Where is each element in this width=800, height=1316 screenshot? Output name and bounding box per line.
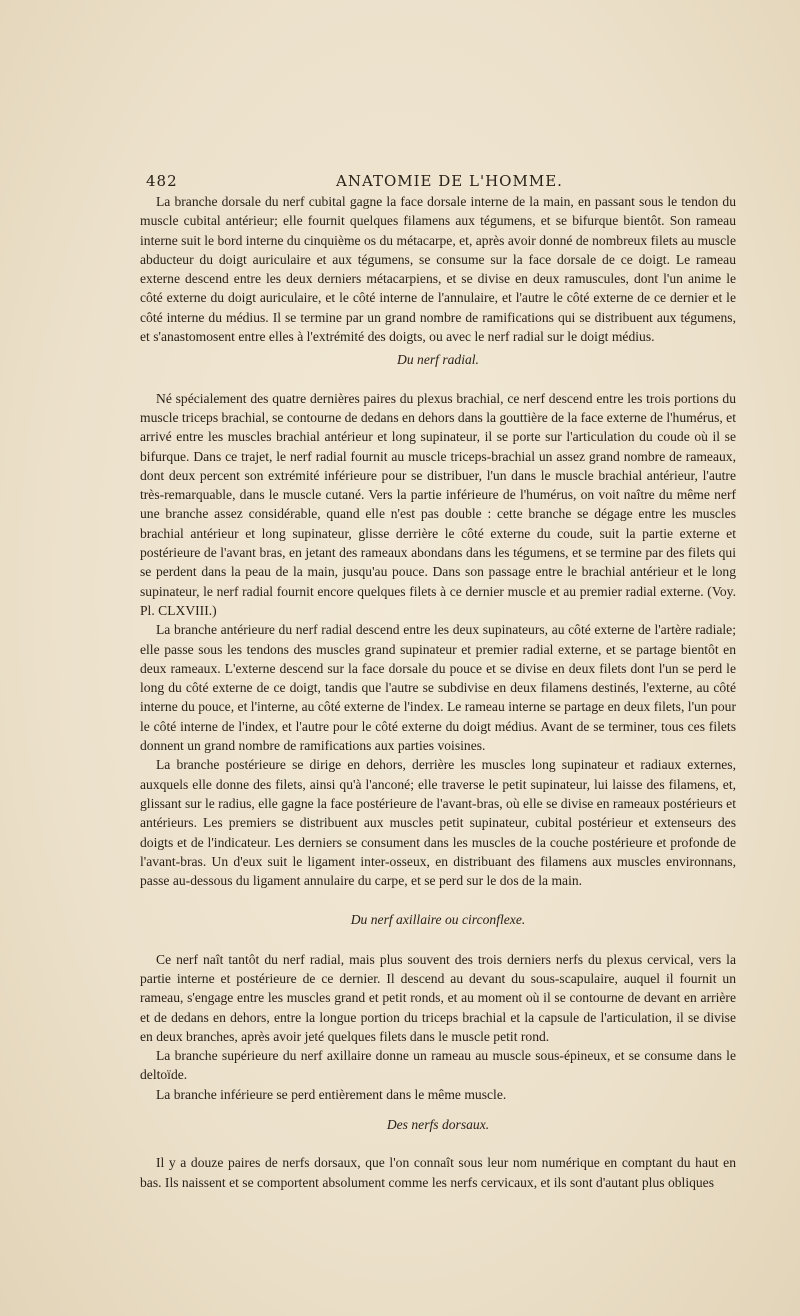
page-number: 482 (146, 172, 178, 190)
paragraph-axillary-superior: La branche supérieure du nerf axillaire donne un rameau au muscle sous-épineux, et se consume dans le deltoïde. (140, 1048, 736, 1083)
body-text (140, 192, 736, 1192)
paragraph-cubital-dorsal: La branche dorsale du nerf cubital gagne la face dorsale interne de la main, en passant sous le tendon du muscle cubital antérieur; elle fournit quelques filamens aux tégumens, et se bifurque bientôt. Son rameau interne suit le bord interne du cinquième os du métacarpe, et, après avoir donné de nombreux filets au muscle abducteur du doigt auriculaire et aux tégumens, se consume sur la face dorsale de ce doigt. Le rameau externe descend entre les deux derniers métacarpiens, et se divise en deux ramuscules, dont l'un anime le côté externe du doigt auriculaire, et le côté interne de l'annulaire, et l'autre le côté externe de ce dernier et le côté interne du médius. Il se termine par un grand nombre de ramifications qui se distribuent aux tégumens, et s'anastomosent entre elles à l'extrémité des doigts, ou avec le nerf radial sur le doigt médius. (140, 194, 736, 345)
paragraph-radial-intro: Né spécialement des quatre dernières paires du plexus brachial, ce nerf descend entre les trois portions du muscle triceps brachial, se contourne de dedans en dehors dans la gouttière de la face externe de l'humérus, et arrivé entre les muscles brachial antérieur et long supinateur, il se porte sur l'articulation du coude où il se bifurque. Dans ce trajet, le nerf radial fournit au muscle triceps-brachial un assez grand nombre de rameaux, dont deux percent son extrémité inférieure pour se distribuer, l'un dans le muscle brachial antérieur, l'autre très-remarquable, dans le muscle cutané. Vers la partie inférieure de l'humérus, on voit naître du même nerf une branche assez considérable, quand elle n'est pas double : cette branche se dégage entre les muscles brachial antérieur et long supinateur, glisse derrière le côté externe du coude, suit la partie externe et postérieure de l'avant bras, en jetant des rameaux abondans dans les tégumens, et se termine par des filets qui se perdent dans la peau de la main, jusqu'au pouce. Dans son passage entre le brachial antérieur et le long supinateur, le nerf radial fournit encore quelques filets à ce dernier muscle et au premier radial externe. (Voy. Pl. CLXVIII.) (140, 390, 736, 618)
paragraph-radial-anterior: La branche antérieure du nerf radial descend entre les deux supinateurs, au côté externe de l'artère radiale; elle passe sous les tendons des muscles grand supinateur et premier radial externe, et se partage bientôt en deux rameaux. L'externe descend sur la face dorsale du pouce et se divise en deux filets dont l'un se perd le long du côté externe de ce doigt, tandis que l'autre se subdivise en deux filamens destinés, l'externe, au côté interne du pouce, et l'interne, au côté externe de l'index. Le rameau interne se partage en deux filets, l'un pour le côté interne de l'index, et l'autre pour le côté externe du doigt médius. Avant de se terminer, tous ces filets donnent un grand nombre de ramifications aux parties voisines. (140, 622, 736, 754)
paragraph-axillary-intro: Ce nerf naît tantôt du nerf radial, mais plus souvent des trois derniers nerfs du plexus cervical, vers la partie interne et postérieure de ce dernier. Il descend au devant du sous-scapulaire, auquel il fournit un rameau, s'engage entre les muscles grand et petit ronds, et au moment où il se contourne de devant en arrière et de dedans en dehors, entre la longue portion du triceps brachial et la capsule de l'articulation, il se divise en deux branches, après avoir jeté quelques filets dans le muscle petit rond. (140, 951, 736, 1044)
paragraph-dorsal-intro: Il y a douze paires de nerfs dorsaux, que l'on connaît sous leur nom numérique en comptant du haut en bas. Ils naissent et se comportent absolument comme les nerfs cervicaux, et ils sont d'autant plus obliques (140, 1155, 736, 1190)
paragraph-axillary-inferior: La branche inférieure se perd entièrement dans le même muscle. (156, 1086, 507, 1102)
paragraph-radial-posterior: La branche postérieure se dirige en dehors, derrière les muscles long supinateur et radiaux externes, auxquels elle donne des filets, ainsi qu'à l'anconé; elle traverse le petit supinateur, lui laisse des filamens, et, glissant sur le radius, elle gagne la face postérieure de l'avant-bras, où elle se divise en rameaux postérieurs et antérieurs. Les premiers se distribuent aux muscles petit supinateur, cubital postérieur et extenseurs des doigts et de l'indicateur. Les derniers se consument dans les muscles de la couche postérieure et profonde de l'avant-bras. Un d'eux suit le ligament inter-osseux, en distribuant des filamens aux muscles environnans, passe au-dessous du ligament annulaire du carpe, et se perd sur le dos de la main. (140, 757, 736, 889)
section-heading-axillary: Du nerf axillaire ou circonflexe. (350, 912, 526, 928)
running-title: ANATOMIE DE L'HOMME. (336, 172, 563, 190)
section-heading-dorsal: Des nerfs dorsaux. (386, 1117, 490, 1133)
section-heading-radial: Du nerf radial. (397, 352, 479, 368)
